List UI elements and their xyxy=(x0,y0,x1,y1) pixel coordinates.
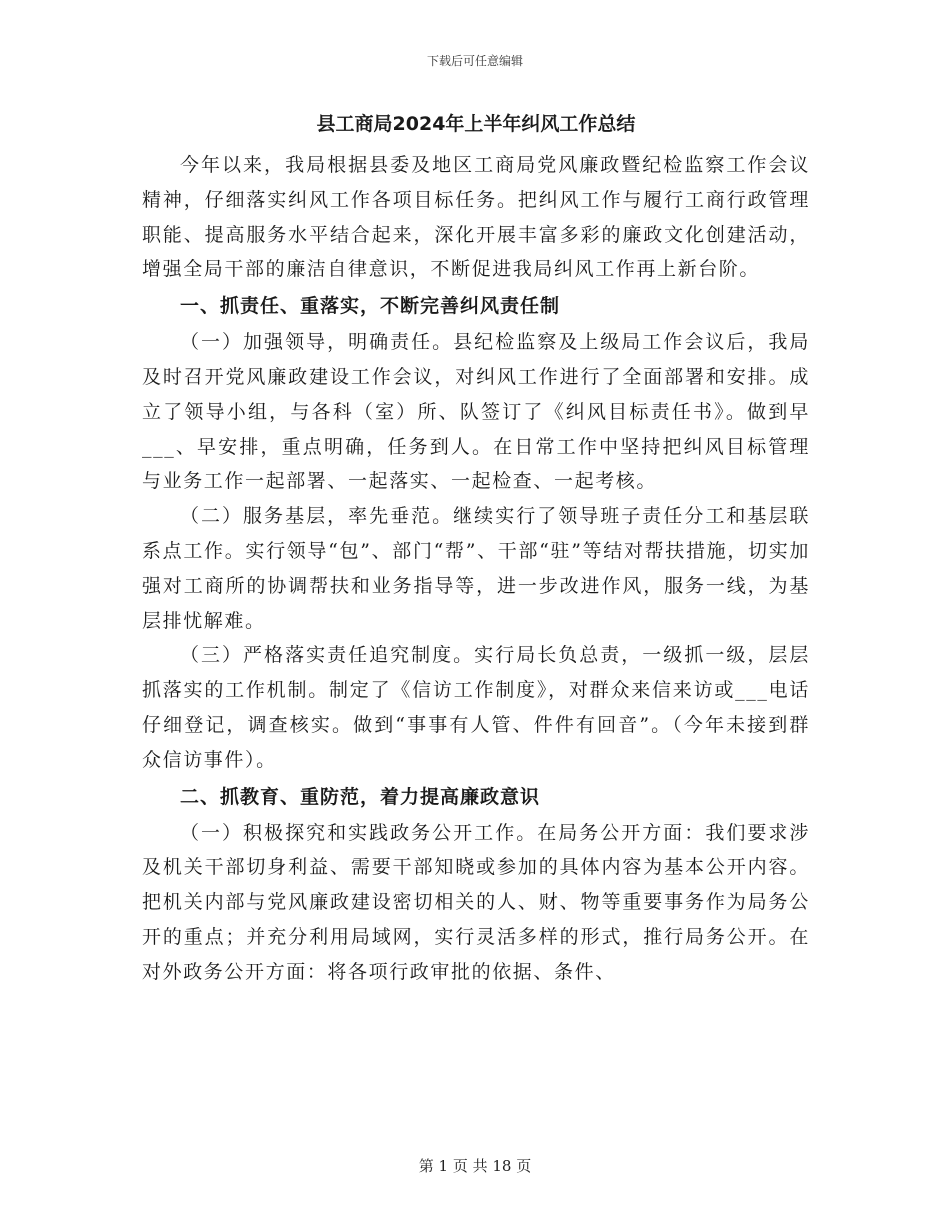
section-2-paragraph-1: （一）积极探究和实践政务公开工作。在局务公开方面：我们要求涉及机关干部切身利益、需要干部知晓或参加的具体内容为基本公开内容。把机关内部与党风廉政建设密切相关的人、财、物等重要事务作为局务公开的重点；并充分利用局域网，实行灵活多样的形式，推行局务公开。在对外政务公开方面：将各项行政审批的依据、条件、 xyxy=(142,821,810,983)
section-2-heading: 二、抓教育、重防范，着力提高廉政意识 xyxy=(180,785,541,808)
intro-paragraph: 今年以来，我局根据县委及地区工商局党风廉政暨纪检监察工作会议精神，仔细落实纠风工作各项目标任务。把纠风工作与履行工商行政管理职能、提高服务水平结合起来，深化开展丰富多彩的廉政文化创建活动，增强全局干部的廉洁自律意识，不断促进我局纠风工作再上新台阶。 xyxy=(142,154,810,281)
document-title: 县工商局2024年上半年纠风工作总结 xyxy=(316,113,636,135)
section-1-paragraph-2: （二）服务基层，率先垂范。继续实行了领导班子责任分工和基层联系点工作。实行领导“包”、部门“帮”、干部“驻”等结对帮扶措施，切实加强对工商所的协调帮扶和业务指导等，进一步改进作风，服务一线，为基层排忧解难。 xyxy=(142,505,810,632)
page-header-note: 下载后可任意编辑 xyxy=(426,54,523,68)
section-1-heading: 一、抓责任、重落实，不断完善纠风责任制 xyxy=(180,295,561,318)
page-number: 第 1 页 共 18 页 xyxy=(418,1157,532,1175)
section-1-paragraph-1: （一）加强领导，明确责任。县纪检监察及上级局工作会议后，我局及时召开党风廉政建设工作会议，对纠风工作进行了全面部署和安排。成立了领导小组，与各科（室）所、队签订了《纠风目标责任书》。做到早___、早安排，重点明确，任务到人。在日常工作中坚持把纠风目标管理与业务工作一起部署、一起落实、一起检查、一起考核。 xyxy=(142,331,810,493)
section-1-paragraph-3: （三）严格落实责任追究制度。实行局长负总责，一级抓一级，层层抓落实的工作机制。制定了《信访工作制度》，对群众来信来访或___电话仔细登记，调查核实。做到“事事有人管、件件有回音”。（今年未接到群众信访事件）。 xyxy=(142,644,810,771)
document-body xyxy=(142,104,810,990)
